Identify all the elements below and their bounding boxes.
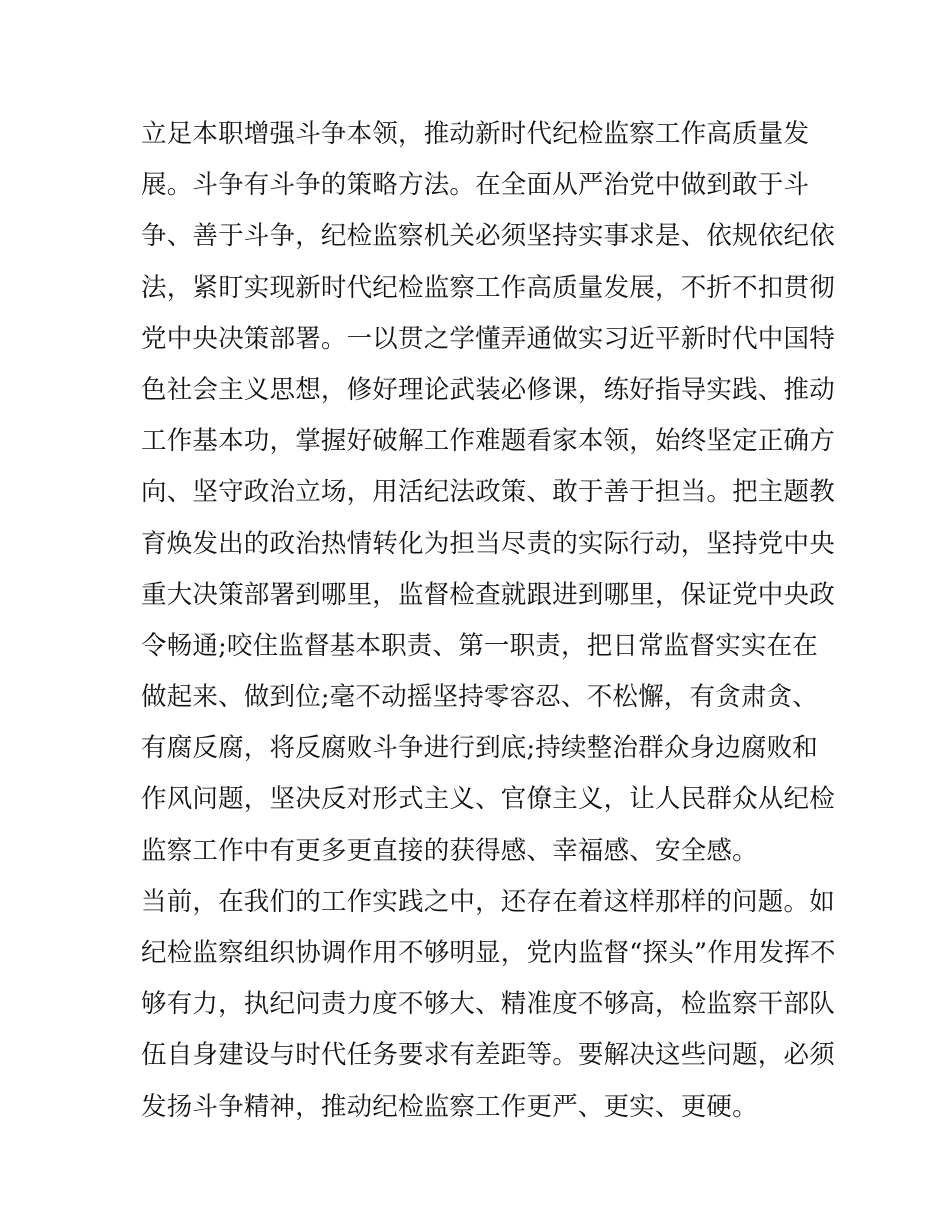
text-line-9: 育焕发出的政治热情转化为担当尽责的实际行动，坚持党中央 (141, 528, 835, 559)
text-line-5: 党中央决策部署。一以贯之学懂弄通做实习近平新时代中国特 (141, 323, 835, 354)
text-line-2: 展。斗争有斗争的策略方法。在全面从严治党中做到敢于斗 (141, 170, 810, 201)
text-line-14: 作风问题，坚决反对形式主义、官僚主义，让人民群众从纪检 (141, 784, 835, 815)
text-line-7: 工作基本功，掌握好破解工作难题看家本领，始终坚定正确方 (141, 426, 835, 457)
text-line-15: 监察工作中有更多更直接的获得感、幸福感、安全感。 (141, 835, 758, 866)
text-line-6: 色社会主义思想，修好理论武装必修课，练好指导实践、推动 (141, 374, 835, 405)
text-line-13: 有腐反腐，将反腐败斗争进行到底;持续整治群众身边腐败和 (141, 733, 818, 764)
text-line-11: 令畅通;咬住监督基本职责、第一职责，把日常监督实实在在 (141, 630, 818, 661)
text-line-10: 重大决策部署到哪里，监督检查就跟进到哪里，保证党中央政 (141, 579, 835, 610)
text-line-4: 法，紧盯实现新时代纪检监察工作高质量发展，不折不扣贯彻 (141, 272, 835, 303)
text-line-12: 做起来、做到位;毫不动摇坚持零容忍、不松懈，有贪肃贪、 (141, 682, 818, 713)
text-line-19: 伍自身建设与时代任务要求有差距等。要解决这些问题，必须 (141, 1040, 835, 1071)
text-line-20: 发扬斗争精神，推动纪检监察工作更严、更实、更硬。 (141, 1091, 758, 1122)
text-line-18: 够有力，执纪问责力度不够大、精准度不够高，检监察干部队 (141, 989, 835, 1020)
text-line-17: 纪检监察组织协调作用不够明显，党内监督“探头”作用发挥不 (141, 938, 836, 968)
text-line-3: 争、善于斗争，纪检监察机关必须坚持实事求是、依规依纪依 (141, 221, 835, 252)
text-line-8: 向、坚守政治立场，用活纪法政策、敢于善于担当。把主题教 (141, 477, 835, 508)
body-text (141, 109, 836, 1133)
text-line-1: 立足本职增强斗争本领，推动新时代纪检监察工作高质量发 (141, 119, 810, 149)
text-line-16: 当前，在我们的工作实践之中，还存在着这样那样的问题。如 (141, 886, 835, 917)
